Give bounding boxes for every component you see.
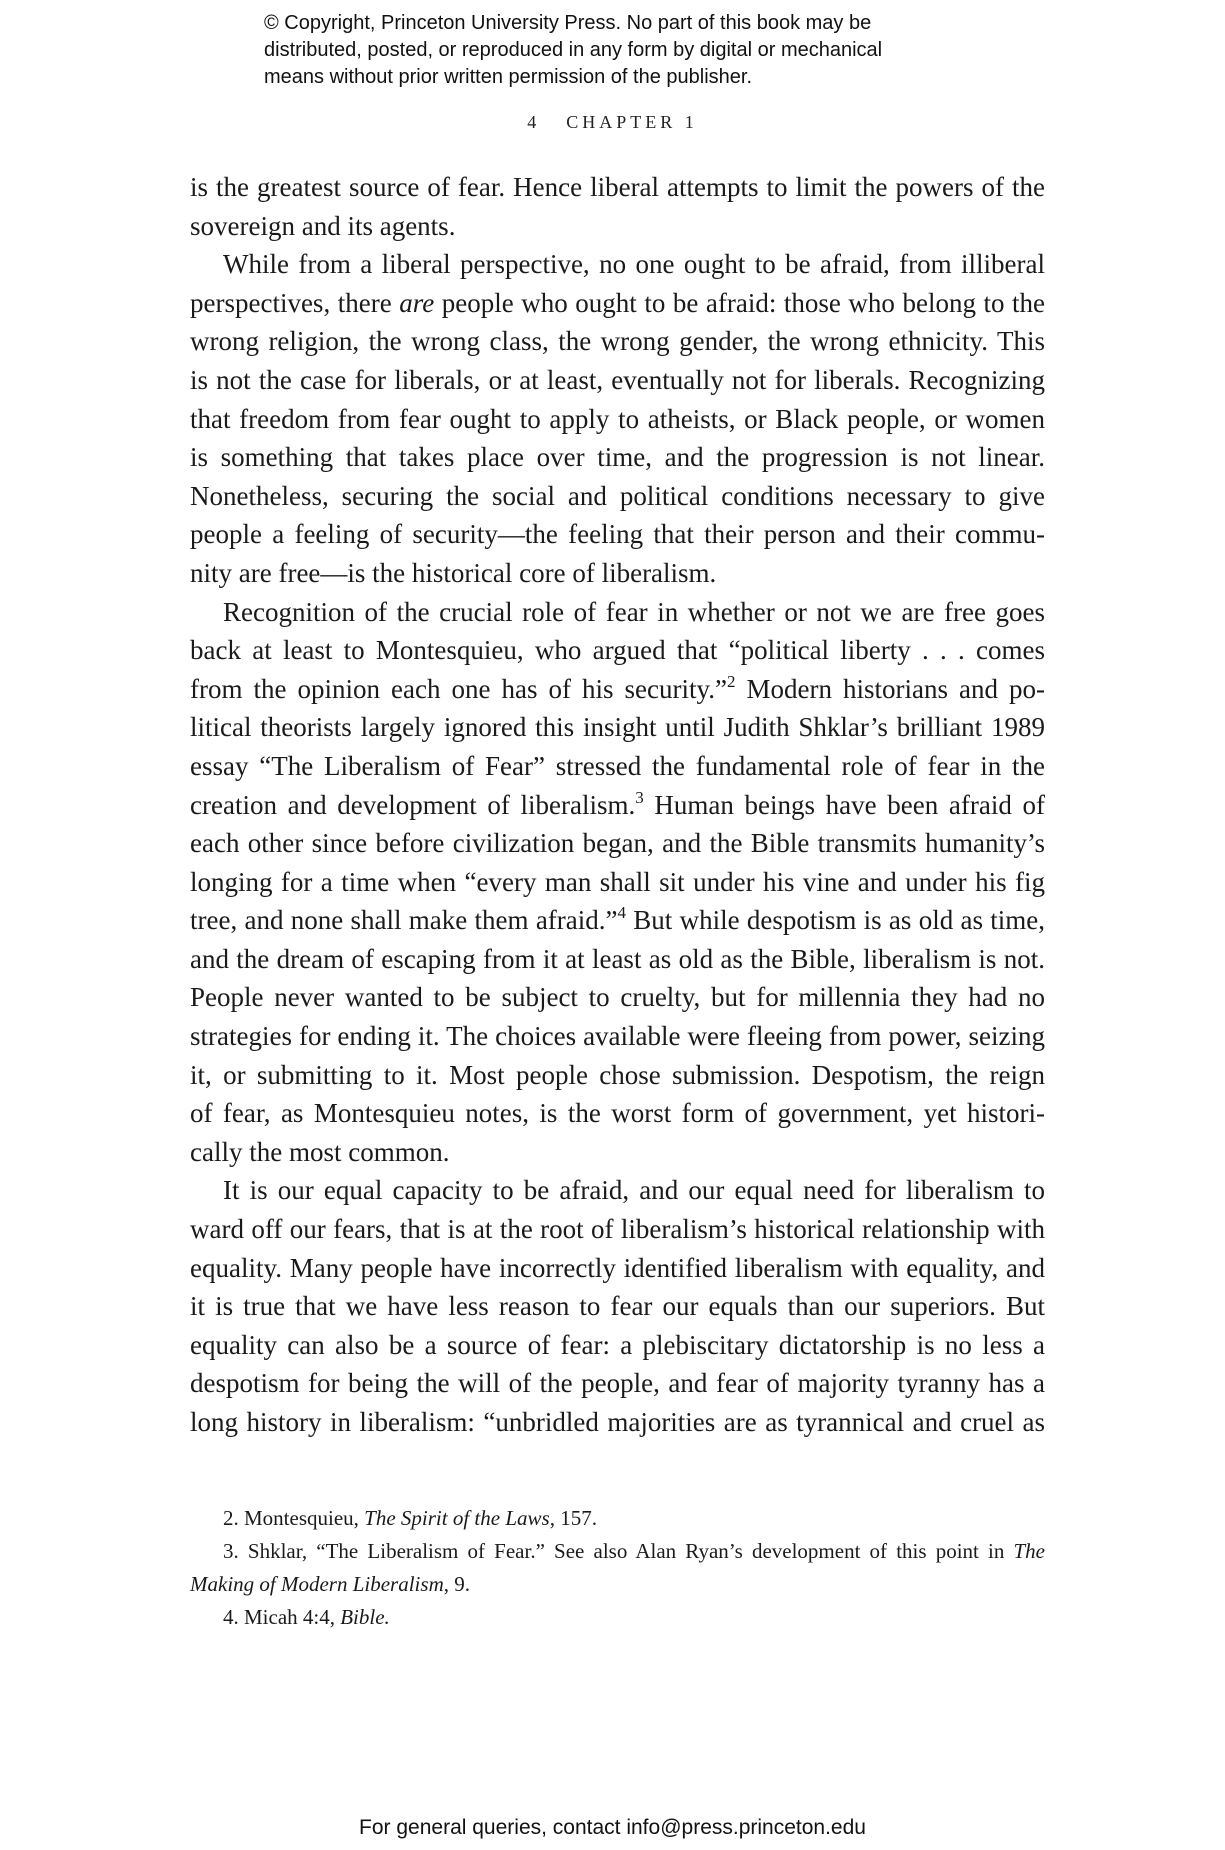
text-line: and the dream of escaping from it at least as old as the Bible, liberalism is not. [190, 943, 1045, 974]
text-line: While from a liberal perspective, no one ought to be afraid, from illiberal [223, 249, 1045, 280]
text-span: Modern historians and po- [735, 673, 1045, 704]
text-span: Human beings have been afraid of [643, 789, 1045, 820]
text-line: of fear, as Montesquieu notes, is the worst form of government, yet histori- [190, 1098, 1045, 1129]
text-line [190, 670, 1045, 709]
text-span: , 9. [443, 1572, 470, 1596]
footnote-ref-4: 4 [617, 903, 627, 923]
emphasis: Making of Modern Liberalism [190, 1572, 444, 1596]
emphasis: The [1013, 1539, 1045, 1563]
footnote-3 [190, 1535, 1045, 1568]
text-line: it, or submitting to it. Most people chose submission. Despotism, the reign [190, 1059, 1045, 1090]
text-line: each other since before civilization began, and the Bible transmits humanity’s [190, 828, 1045, 859]
emphasis: Bible. [340, 1605, 390, 1629]
running-head [0, 112, 1225, 133]
text-line: is something that takes place over time, and the progression is not linear. [190, 442, 1045, 473]
copyright-line-3: means without prior written permission of the publisher. [264, 66, 753, 88]
text-line: people a feeling of security—the feeling that their person and their commu- [190, 519, 1045, 550]
text-line [190, 901, 1045, 940]
copyright-line-1: © Copyright, Princeton University Press. No part of this book may be [264, 12, 872, 34]
footnote-4 [190, 1601, 1045, 1634]
footnote-2 [190, 1502, 1045, 1535]
text-line: nity are free—is the historical core of liberalism. [190, 557, 717, 588]
text-line: litical theorists largely ignored this insight until Judith Shklar’s brilliant 1989 [190, 712, 1045, 743]
page-number: 4 [527, 112, 541, 132]
body-text [190, 168, 1045, 1442]
text-span: people who ought to be afraid: those who belong to the [434, 287, 1046, 318]
emphasis: are [399, 287, 435, 318]
text-span: perspectives, there [190, 287, 400, 318]
copyright-line-2: distributed, posted, or reproduced in any form by digital or mechanical [264, 39, 883, 61]
text-line: strategies for ending it. The choices available were fleeing from power, seizing [190, 1021, 1045, 1052]
text-line: equality. Many people have incorrectly identified liberalism with equality, and [190, 1252, 1045, 1283]
text-line: sovereign and its agents. [190, 210, 456, 241]
emphasis: The Spirit of the Laws [364, 1506, 550, 1530]
footnote-3-continued [190, 1568, 1045, 1601]
text-line: It is our equal capacity to be afraid, and our equal need for liberalism to [223, 1175, 1045, 1206]
footnote-ref-3: 3 [635, 787, 644, 807]
text-line: that freedom from fear ought to apply to atheists, or Black people, or women [190, 403, 1045, 434]
text-line [190, 284, 1045, 323]
text-line: wrong religion, the wrong class, the wrong gender, the wrong ethnicity. This [190, 326, 1045, 357]
text-line: is not the case for liberals, or at least, eventually not for liberals. Recognizing [190, 364, 1045, 395]
text-span: 4. Micah 4:4, [223, 1605, 341, 1629]
text-line: long history in liberalism: “unbridled majorities are as tyrannical and cruel as [190, 1407, 1045, 1437]
copyright-notice [264, 10, 984, 91]
text-line: People never wanted to be subject to cruelty, but for millennia they had no [190, 982, 1045, 1013]
text-span: 2. Montesquieu, [223, 1506, 365, 1530]
text-span: from the opinion each one has of his security.” [190, 673, 727, 704]
text-line: back at least to Montesquieu, who argued that “political liberty . . . comes [190, 635, 1045, 666]
text-span: , 157. [549, 1506, 597, 1530]
text-line: longing for a time when “every man shall sit under his vine and under his fig [190, 866, 1045, 897]
text-line: Recognition of the crucial role of fear in whether or not we are free goes [223, 596, 1045, 627]
contact-footer: For general queries, contact info@press.princeton.edu [359, 1816, 866, 1839]
text-line: equality can also be a source of fear: a plebiscitary dictatorship is no less a [190, 1329, 1045, 1360]
text-line: ward off our fears, that is at the root of liberalism’s historical relationship with [190, 1214, 1045, 1245]
text-span: creation and development of liberalism. [190, 789, 636, 820]
footnotes [190, 1502, 1045, 1634]
text-line: it is true that we have less reason to fear our equals than our superiors. But [190, 1291, 1045, 1322]
text-line: Nonetheless, securing the social and political conditions necessary to give [190, 480, 1045, 511]
text-span: But while despotism is as old as time, [626, 905, 1045, 936]
text-span: tree, and none shall make them afraid.” [190, 905, 618, 936]
text-line: is the greatest source of fear. Hence liberal attempts to limit the powers of the [190, 172, 1045, 202]
text-line [190, 786, 1045, 825]
text-line: despotism for being the will of the people, and fear of majority tyranny has a [190, 1368, 1045, 1399]
text-span: 3. Shklar, “The Liberalism of Fear.” See also Alan Ryan’s development of this point in [223, 1539, 1014, 1563]
chapter-label: CHAPTER 1 [566, 112, 698, 132]
text-line: cally the most common. [190, 1136, 450, 1167]
text-line: essay “The Liberalism of Fear” stressed the fundamental role of fear in the [190, 750, 1045, 781]
footnote-ref-2: 2 [726, 671, 736, 691]
